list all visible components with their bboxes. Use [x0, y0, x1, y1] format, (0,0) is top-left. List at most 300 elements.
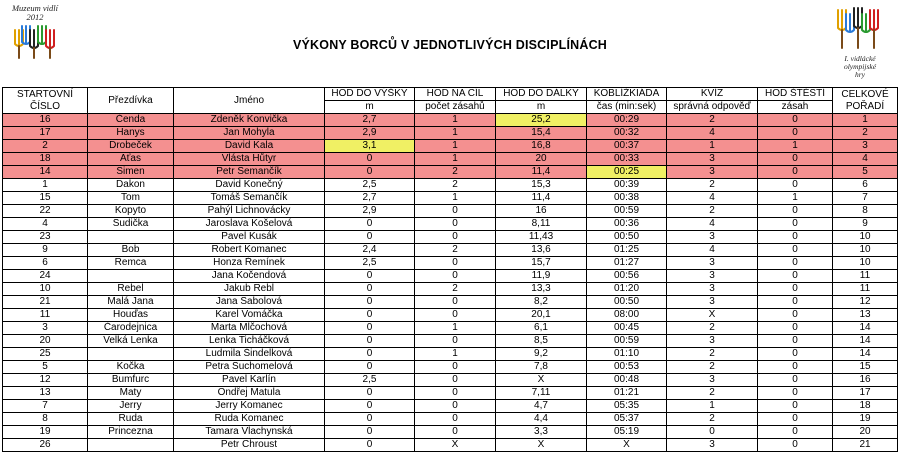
- cell-luck: 0: [758, 348, 833, 361]
- cell-name: Petra Suchomelová: [174, 361, 325, 374]
- cell-no: 12: [3, 374, 88, 387]
- cell-no: 8: [3, 413, 88, 426]
- cell-high: 2,4: [325, 244, 415, 257]
- table-row: [3, 192, 898, 205]
- cell-high: 0: [325, 231, 415, 244]
- cell-far: 15,3: [496, 179, 587, 192]
- cell-quiz: 2: [667, 179, 758, 192]
- cell-time: 00:53: [587, 361, 667, 374]
- cell-target: 0: [415, 296, 496, 309]
- museum-logo: [10, 4, 60, 64]
- table-row: [3, 283, 898, 296]
- cell-luck: 0: [758, 426, 833, 439]
- cell-time: 00:38: [587, 192, 667, 205]
- cell-rank: 15: [833, 361, 898, 374]
- cell-far: 16: [496, 205, 587, 218]
- cell-no: 23: [3, 231, 88, 244]
- cell-nick: Čarodejnica: [88, 322, 174, 335]
- cell-nick: Tom: [88, 192, 174, 205]
- header-name: Jméno: [174, 88, 325, 114]
- cell-far: 11,9: [496, 270, 587, 283]
- cell-time: 01:27: [587, 257, 667, 270]
- cell-nick: Malá Jana: [88, 296, 174, 309]
- table-row: [3, 270, 898, 283]
- cell-far: 7,8: [496, 361, 587, 374]
- cell-name: Jaroslava Košelová: [174, 218, 325, 231]
- cell-rank: 1: [833, 114, 898, 127]
- cell-nick: Ruda: [88, 413, 174, 426]
- cell-target: 0: [415, 426, 496, 439]
- cell-high: 0: [325, 361, 415, 374]
- cell-name: Robert Komanec: [174, 244, 325, 257]
- cell-luck: 0: [758, 179, 833, 192]
- cell-luck: 0: [758, 114, 833, 127]
- cell-time: 00:48: [587, 374, 667, 387]
- table-row: [3, 413, 898, 426]
- table-row: [3, 426, 898, 439]
- table-row: [3, 166, 898, 179]
- cell-no: 26: [3, 439, 88, 452]
- cell-no: 15: [3, 192, 88, 205]
- cell-time: 01:25: [587, 244, 667, 257]
- cell-luck: 0: [758, 244, 833, 257]
- table-row: [3, 400, 898, 413]
- cell-name: Pavel Karlín: [174, 374, 325, 387]
- cell-far: 13,3: [496, 283, 587, 296]
- cell-far: 13,6: [496, 244, 587, 257]
- unit-luck: zásah: [758, 101, 833, 114]
- cell-rank: 17: [833, 387, 898, 400]
- cell-rank: 18: [833, 400, 898, 413]
- table-row: [3, 140, 898, 153]
- cell-far: 8,5: [496, 335, 587, 348]
- header-quiz: KVÍZ: [667, 88, 758, 101]
- table-row: [3, 127, 898, 140]
- page-title: VÝKONY BORCŮ V JEDNOTLIVÝCH DISCIPLÍNÁCH: [292, 38, 608, 52]
- header-luck-throw: HOD ŠTĚSTÍ: [758, 88, 833, 101]
- cell-luck: 0: [758, 270, 833, 283]
- cell-nick: Sudička: [88, 218, 174, 231]
- cell-quiz: 3: [667, 439, 758, 452]
- cell-high: 2,7: [325, 114, 415, 127]
- cell-rank: 2: [833, 127, 898, 140]
- cell-target: 0: [415, 218, 496, 231]
- cell-luck: 0: [758, 387, 833, 400]
- cell-quiz: 3: [667, 231, 758, 244]
- cell-no: 21: [3, 296, 88, 309]
- cell-target: 0: [415, 257, 496, 270]
- table-row: [3, 361, 898, 374]
- cell-name: Vlásta Hůtyr: [174, 153, 325, 166]
- cell-name: Jana Kočendová: [174, 270, 325, 283]
- cell-rank: 5: [833, 166, 898, 179]
- logo-caption-line1: Muzeum vidlí: [11, 3, 59, 13]
- cell-time: 00:59: [587, 335, 667, 348]
- results-body: [3, 114, 898, 452]
- cell-quiz: 4: [667, 127, 758, 140]
- cell-high: 0: [325, 400, 415, 413]
- cell-time: 00:39: [587, 179, 667, 192]
- cell-high: 0: [325, 439, 415, 452]
- table-row: [3, 374, 898, 387]
- cell-rank: 13: [833, 309, 898, 322]
- cell-far: 20,1: [496, 309, 587, 322]
- cell-target: 0: [415, 413, 496, 426]
- unit-quiz: správná odpověď: [667, 101, 758, 114]
- cell-luck: 0: [758, 439, 833, 452]
- cell-far: 8,11: [496, 218, 587, 231]
- cell-far: X: [496, 374, 587, 387]
- cell-target: 0: [415, 387, 496, 400]
- cell-name: Tamara Vlachynská: [174, 426, 325, 439]
- cell-rank: 12: [833, 296, 898, 309]
- header-row: [3, 88, 898, 101]
- cell-name: Lenka Ticháčková: [174, 335, 325, 348]
- cell-quiz: 3: [667, 283, 758, 296]
- cell-nick: Simen: [88, 166, 174, 179]
- cell-rank: 11: [833, 270, 898, 283]
- results-table: [2, 87, 898, 452]
- table-row: [3, 153, 898, 166]
- cell-quiz: 2: [667, 413, 758, 426]
- cell-high: 2,9: [325, 127, 415, 140]
- cell-luck: 0: [758, 374, 833, 387]
- header-nickname: Přezdívka: [88, 88, 174, 114]
- cell-quiz: 2: [667, 348, 758, 361]
- cell-quiz: 4: [667, 244, 758, 257]
- table-row: [3, 387, 898, 400]
- cell-rank: 14: [833, 348, 898, 361]
- cell-nick: [88, 439, 174, 452]
- cell-target: 1: [415, 192, 496, 205]
- cell-far: 16,8: [496, 140, 587, 153]
- cell-far: 25,2: [496, 114, 587, 127]
- cell-far: 11,4: [496, 192, 587, 205]
- cell-luck: 0: [758, 335, 833, 348]
- cell-name: Marta Mlčochová: [174, 322, 325, 335]
- header-target-throw: HOD NA CÍL: [415, 88, 496, 101]
- cell-high: 0: [325, 218, 415, 231]
- cell-name: Zdeněk Konvička: [174, 114, 325, 127]
- cell-high: 2,5: [325, 179, 415, 192]
- cell-quiz: 3: [667, 374, 758, 387]
- cell-far: X: [496, 439, 587, 452]
- cell-name: Petr Semančík: [174, 166, 325, 179]
- cell-far: 4,4: [496, 413, 587, 426]
- cell-high: 2,7: [325, 192, 415, 205]
- cell-name: Jana Sabolová: [174, 296, 325, 309]
- cell-time: 01:20: [587, 283, 667, 296]
- cell-high: 0: [325, 387, 415, 400]
- table-row: [3, 218, 898, 231]
- cell-far: 3,3: [496, 426, 587, 439]
- cell-no: 14: [3, 166, 88, 179]
- cell-target: 0: [415, 205, 496, 218]
- cell-no: 9: [3, 244, 88, 257]
- cell-rank: 9: [833, 218, 898, 231]
- cell-name: Karel Vomáčka: [174, 309, 325, 322]
- cell-quiz: 3: [667, 296, 758, 309]
- logo-caption-line3: hry: [855, 70, 865, 79]
- cell-no: 3: [3, 322, 88, 335]
- cell-high: 0: [325, 153, 415, 166]
- cell-luck: 0: [758, 296, 833, 309]
- cell-rank: 20: [833, 426, 898, 439]
- cell-rank: 10: [833, 244, 898, 257]
- cell-rank: 19: [833, 413, 898, 426]
- table-row: [3, 335, 898, 348]
- cell-time: 00:25: [587, 166, 667, 179]
- cell-time: 00:50: [587, 296, 667, 309]
- unit-target: počet zásahů: [415, 101, 496, 114]
- cell-nick: Velká Lenka: [88, 335, 174, 348]
- cell-luck: 0: [758, 166, 833, 179]
- cell-no: 17: [3, 127, 88, 140]
- cell-target: 0: [415, 374, 496, 387]
- cell-far: 9,2: [496, 348, 587, 361]
- cell-quiz: 3: [667, 153, 758, 166]
- cell-luck: 0: [758, 205, 833, 218]
- cell-target: 1: [415, 322, 496, 335]
- cell-no: 25: [3, 348, 88, 361]
- cell-name: Petr Chroust: [174, 439, 325, 452]
- cell-time: 05:19: [587, 426, 667, 439]
- cell-nick: Houďas: [88, 309, 174, 322]
- cell-name: Jan Mohyla: [174, 127, 325, 140]
- cell-target: 0: [415, 270, 496, 283]
- cell-no: 13: [3, 387, 88, 400]
- cell-luck: 0: [758, 153, 833, 166]
- cell-luck: 0: [758, 361, 833, 374]
- cell-name: Ruda Komanec: [174, 413, 325, 426]
- cell-time: 00:33: [587, 153, 667, 166]
- cell-no: 19: [3, 426, 88, 439]
- cell-nick: Bumfurc: [88, 374, 174, 387]
- cell-quiz: 2: [667, 114, 758, 127]
- cell-far: 15,4: [496, 127, 587, 140]
- cell-no: 18: [3, 153, 88, 166]
- logo-caption-line2: olympijské: [843, 62, 877, 71]
- cell-luck: 0: [758, 400, 833, 413]
- cell-quiz: X: [667, 309, 758, 322]
- cell-time: 00:32: [587, 127, 667, 140]
- cell-no: 10: [3, 283, 88, 296]
- cell-nick: [88, 348, 174, 361]
- cell-nick: Princezna: [88, 426, 174, 439]
- cell-rank: 14: [833, 322, 898, 335]
- cell-rank: 8: [833, 205, 898, 218]
- cell-far: 8,2: [496, 296, 587, 309]
- table-row: [3, 348, 898, 361]
- cell-luck: 0: [758, 257, 833, 270]
- cell-time: 05:37: [587, 413, 667, 426]
- cell-no: 2: [3, 140, 88, 153]
- cell-time: 00:59: [587, 205, 667, 218]
- cell-luck: 1: [758, 192, 833, 205]
- cell-time: 05:35: [587, 400, 667, 413]
- cell-name: Pavel Kusák: [174, 231, 325, 244]
- table-row: [3, 114, 898, 127]
- cell-nick: Remca: [88, 257, 174, 270]
- cell-far: 7,11: [496, 387, 587, 400]
- cell-luck: 0: [758, 283, 833, 296]
- cell-target: 1: [415, 140, 496, 153]
- cell-far: 15,7: [496, 257, 587, 270]
- cell-high: 0: [325, 309, 415, 322]
- cell-quiz: 2: [667, 387, 758, 400]
- cell-high: 0: [325, 348, 415, 361]
- table-row: [3, 205, 898, 218]
- cell-nick: Jerry: [88, 400, 174, 413]
- cell-target: 0: [415, 361, 496, 374]
- cell-time: 00:56: [587, 270, 667, 283]
- cell-no: 5: [3, 361, 88, 374]
- logo-caption-line2: 2012: [26, 12, 44, 22]
- cell-high: 2,5: [325, 374, 415, 387]
- unit-far: m: [496, 101, 587, 114]
- cell-time: 00:37: [587, 140, 667, 153]
- cell-far: 20: [496, 153, 587, 166]
- cell-rank: 14: [833, 335, 898, 348]
- cell-high: 2,5: [325, 257, 415, 270]
- cell-nick: [88, 270, 174, 283]
- cell-time: 01:10: [587, 348, 667, 361]
- cell-far: 4,7: [496, 400, 587, 413]
- cell-no: 1: [3, 179, 88, 192]
- cell-luck: 0: [758, 322, 833, 335]
- cell-target: 0: [415, 335, 496, 348]
- cell-time: X: [587, 439, 667, 452]
- unit-high: m: [325, 101, 415, 114]
- cell-no: 16: [3, 114, 88, 127]
- cell-quiz: 4: [667, 218, 758, 231]
- cell-high: 0: [325, 270, 415, 283]
- cell-time: 00:45: [587, 322, 667, 335]
- table-row: [3, 244, 898, 257]
- cell-rank: 10: [833, 231, 898, 244]
- unit-time: čas (min:sek): [587, 101, 667, 114]
- cell-no: 20: [3, 335, 88, 348]
- cell-nick: Čenda: [88, 114, 174, 127]
- cell-name: Honza Řemínek: [174, 257, 325, 270]
- cell-no: 7: [3, 400, 88, 413]
- cell-nick: Kočka: [88, 361, 174, 374]
- cell-name: Jerry Komanec: [174, 400, 325, 413]
- cell-high: 0: [325, 413, 415, 426]
- cell-time: 00:36: [587, 218, 667, 231]
- cell-luck: 0: [758, 218, 833, 231]
- cell-name: Jakub Rebl: [174, 283, 325, 296]
- cell-no: 6: [3, 257, 88, 270]
- cell-quiz: 2: [667, 205, 758, 218]
- cell-luck: 1: [758, 140, 833, 153]
- cell-target: 0: [415, 231, 496, 244]
- cell-nick: Maty: [88, 387, 174, 400]
- cell-name: Tomáš Semančík: [174, 192, 325, 205]
- cell-luck: 0: [758, 231, 833, 244]
- cell-rank: 7: [833, 192, 898, 205]
- cell-target: 1: [415, 127, 496, 140]
- cell-target: 2: [415, 166, 496, 179]
- cell-target: 1: [415, 348, 496, 361]
- cell-nick: [88, 231, 174, 244]
- cell-luck: 0: [758, 127, 833, 140]
- cell-quiz: 2: [667, 361, 758, 374]
- cell-quiz: 2: [667, 322, 758, 335]
- cell-quiz: 3: [667, 257, 758, 270]
- cell-quiz: 3: [667, 270, 758, 283]
- cell-name: Ludmila Šindelková: [174, 348, 325, 361]
- table-row: [3, 179, 898, 192]
- cell-no: 24: [3, 270, 88, 283]
- cell-quiz: 1: [667, 400, 758, 413]
- cell-high: 0: [325, 322, 415, 335]
- cell-nick: Hanys: [88, 127, 174, 140]
- cell-name: David Kala: [174, 140, 325, 153]
- cell-high: 0: [325, 426, 415, 439]
- table-row: [3, 439, 898, 452]
- cell-time: 00:50: [587, 231, 667, 244]
- header-koblizkiada: KOBLÍŽKIÁDA: [587, 88, 667, 101]
- cell-target: 1: [415, 153, 496, 166]
- table-row: [3, 231, 898, 244]
- cell-high: 0: [325, 166, 415, 179]
- cell-rank: 16: [833, 374, 898, 387]
- cell-target: 0: [415, 309, 496, 322]
- cell-no: 11: [3, 309, 88, 322]
- cell-high: 0: [325, 335, 415, 348]
- cell-target: 0: [415, 400, 496, 413]
- cell-name: Ondřej Matula: [174, 387, 325, 400]
- table-row: [3, 322, 898, 335]
- cell-rank: 3: [833, 140, 898, 153]
- cell-high: 2,9: [325, 205, 415, 218]
- cell-quiz: 3: [667, 166, 758, 179]
- cell-high: 3,1: [325, 140, 415, 153]
- cell-rank: 11: [833, 283, 898, 296]
- cell-nick: Aťas: [88, 153, 174, 166]
- header-start-number: STARTOVNÍ ČÍSLO: [3, 88, 88, 114]
- cell-rank: 21: [833, 439, 898, 452]
- cell-luck: 0: [758, 413, 833, 426]
- cell-rank: 4: [833, 153, 898, 166]
- header-far-throw: HOD DO DÁLKY: [496, 88, 587, 101]
- cell-nick: Bob: [88, 244, 174, 257]
- cell-high: 0: [325, 296, 415, 309]
- header-overall-rank: CELKOVÉ POŘADÍ: [833, 88, 898, 114]
- cell-nick: Dakon: [88, 179, 174, 192]
- cell-rank: 6: [833, 179, 898, 192]
- logo-caption-line1: I. vidlácké: [844, 54, 876, 63]
- cell-rank: 10: [833, 257, 898, 270]
- cell-far: 11,43: [496, 231, 587, 244]
- cell-high: 0: [325, 283, 415, 296]
- cell-far: 6,1: [496, 322, 587, 335]
- cell-no: 22: [3, 205, 88, 218]
- cell-no: 4: [3, 218, 88, 231]
- cell-target: X: [415, 439, 496, 452]
- cell-nick: Drobeček: [88, 140, 174, 153]
- header-high-throw: HOD DO VÝŠKY: [325, 88, 415, 101]
- cell-quiz: 3: [667, 335, 758, 348]
- cell-time: 00:29: [587, 114, 667, 127]
- cell-nick: Kopyto: [88, 205, 174, 218]
- cell-quiz: 0: [667, 426, 758, 439]
- cell-target: 1: [415, 114, 496, 127]
- cell-nick: Rebel: [88, 283, 174, 296]
- cell-quiz: 1: [667, 140, 758, 153]
- cell-name: David Konečný: [174, 179, 325, 192]
